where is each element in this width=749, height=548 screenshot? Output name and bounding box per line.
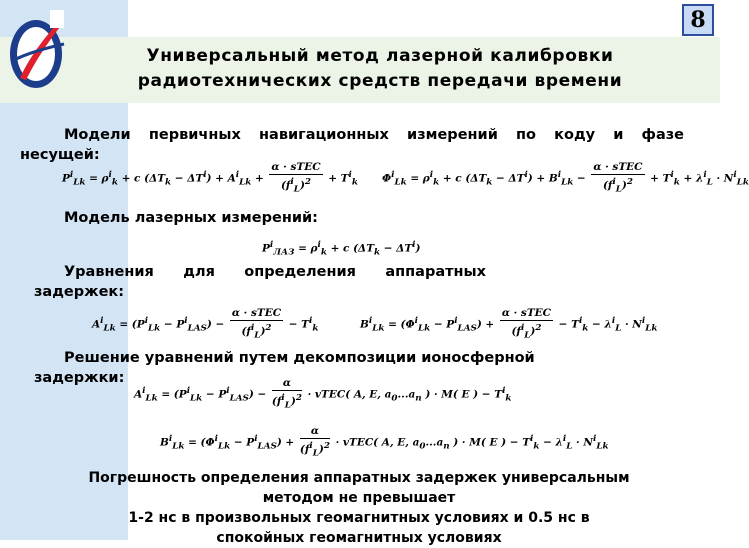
section-equations bbox=[34, 262, 486, 302]
formula-laser-model: $P^i_{ЛАЗ} = \rho^i_k + c$ $(\Delta T_k - \Delta T^i)$ bbox=[262, 240, 421, 258]
section-models-line-2: несущей: bbox=[20, 147, 100, 163]
section-models bbox=[20, 125, 684, 165]
title-line-2: радиотехнических средств передачи времени bbox=[137, 71, 623, 91]
page-title bbox=[128, 44, 632, 94]
conclusion-line-1: Погрешность определения аппаратных задержек универсальным bbox=[88, 470, 630, 486]
section-models-line-1: Модели первичных навигационных измерений по коду и фазе bbox=[64, 127, 684, 143]
section-decomposition-line-1: Решение уравнений путем декомпозиции ионосферной bbox=[64, 350, 535, 366]
section-decomposition-line-2: задержки: bbox=[34, 370, 125, 386]
section-laser: Модель лазерных измерений: bbox=[64, 210, 318, 226]
formula-code-model: $P^i_{Lk} = \rho^i_k + c$ $(\Delta T_k - \Delta T^i) + A^i_{Lk}$ + $\frac{\text{α · sTEC}}{(f^i_L)^2}$ + $T^i_k$ bbox=[62, 161, 358, 195]
formula-equation-a: $A^i_{Lk} = (P^i_{Lk} - P^i_{LAS})$ − $\frac{\text{α · sTEC}}{(f^i_L)^2}$ − $T^i_k$ bbox=[92, 307, 319, 341]
conclusion-line-2: методом не превышает bbox=[262, 490, 456, 506]
conclusion-line-3: 1-2 нс в произвольных геомагнитных условиях и 0.5 нс в bbox=[128, 510, 590, 526]
page-number: 8 bbox=[690, 7, 706, 33]
formula-decomposition-a: $A^i_{Lk} = (P^i_{Lk} - P^i_{LAS})$ − $\frac{\alpha}{(f^i_L)^2}$ · vTEC( A, E, $a_0...a_n$ ) · M( E ) − $T^i_k$ bbox=[134, 377, 512, 411]
conclusion bbox=[14, 468, 704, 548]
logo-icon bbox=[6, 8, 68, 96]
page-number-badge bbox=[682, 4, 714, 36]
title-line-1: Универсальный метод лазерной калибровки bbox=[146, 46, 614, 66]
section-equations-line-1: Уравнения для определения аппаратных bbox=[64, 264, 486, 280]
conclusion-line-4: спокойных геомагнитных условиях bbox=[216, 530, 502, 546]
formula-equation-b: $B^i_{Lk} = (\Phi^i_{Lk} - P^i_{LAS})$ + $\frac{\text{α · sTEC}}{(f^i_L)^2}$ − $T^i_k - \lambda^i_L \cdot N^i_{Lk}$ bbox=[360, 307, 658, 341]
formula-decomposition-b: $B^i_{Lk} = (\Phi^i_{Lk} - P^i_{LAS})$ + $\frac{\alpha}{(f^i_L)^2}$ · vTEC( A, E, $a_0...a_n$ ) · M( E ) − $T^i_k - \lambda^i_L \cdot N^i_{Lk}$ bbox=[160, 425, 609, 459]
formula-phase-model: $\Phi^i_{Lk} = \rho^i_k + c$ $(\Delta T_k - \Delta T^i) + B^i_{Lk}$ − $\frac{\text{α · sTEC}}{(f^i_L)^2}$ + $T^i_k + \lambda^i_L \cdot N^i_{Lk}$ bbox=[382, 161, 749, 195]
section-equations-line-2: задержек: bbox=[34, 284, 125, 300]
